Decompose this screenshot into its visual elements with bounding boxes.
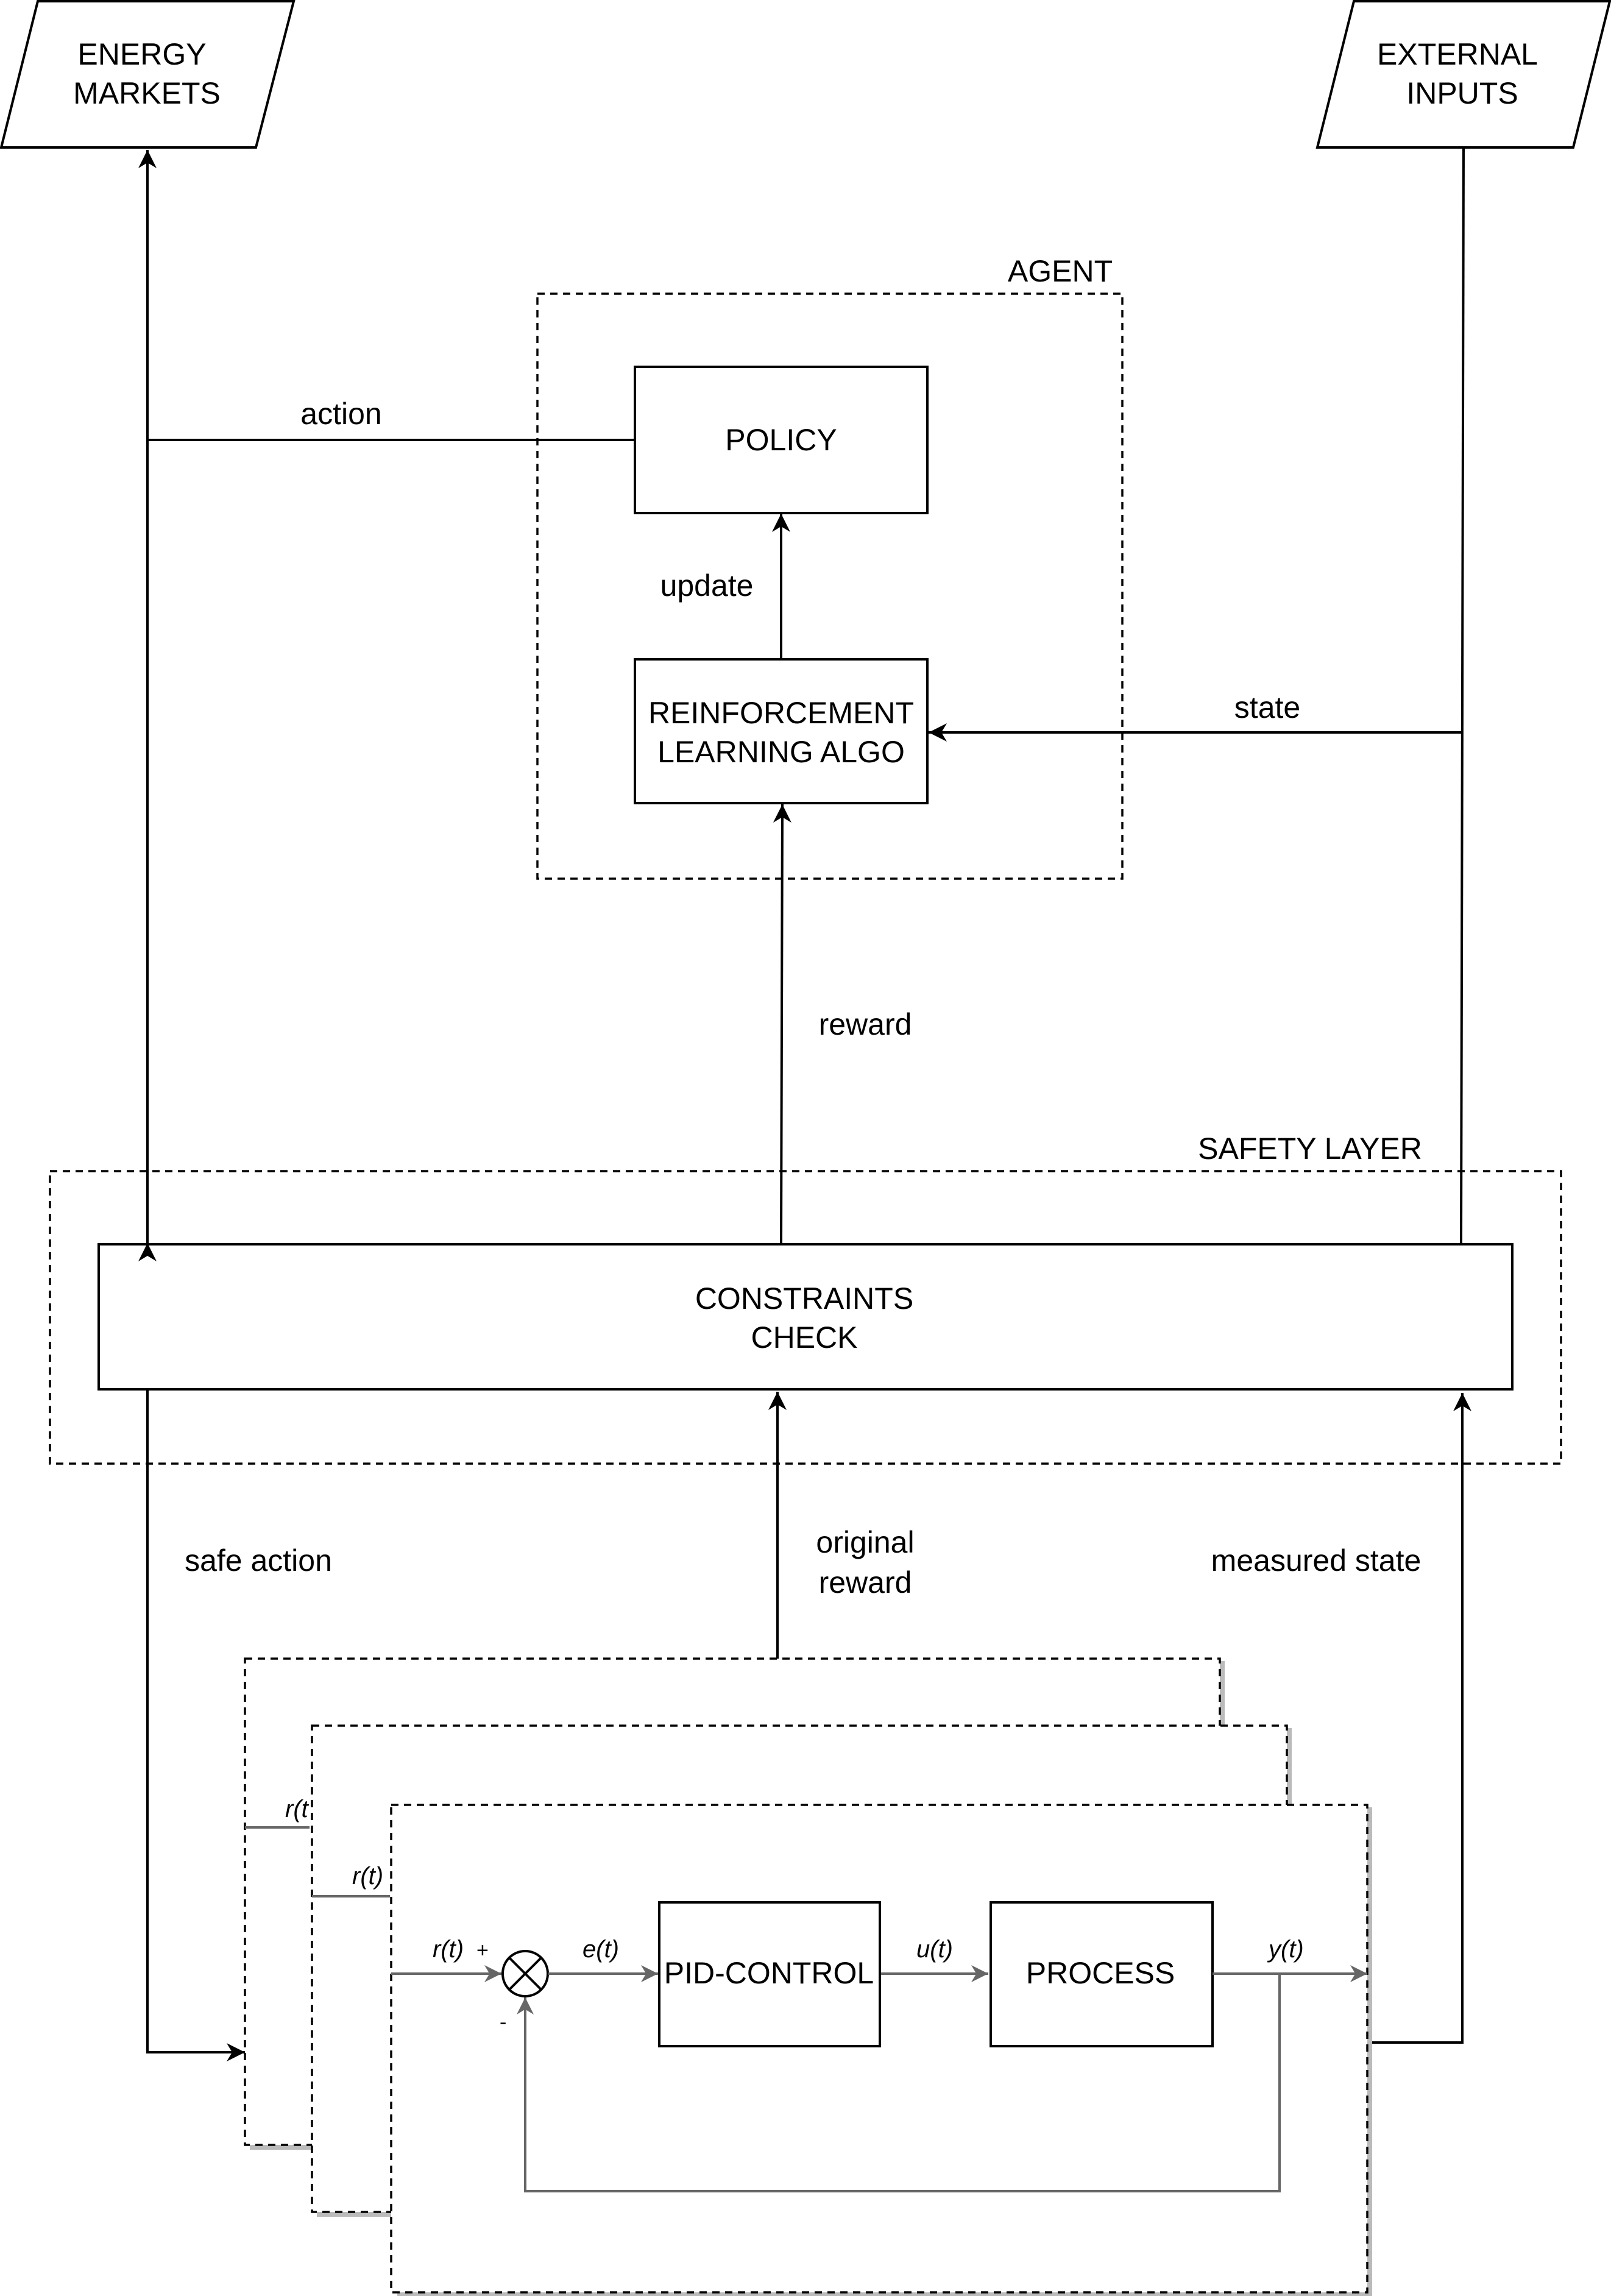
pid-control-label: PID-CONTROL	[664, 1956, 874, 1990]
rl-algo-box	[635, 659, 927, 803]
rl-algo-label-2: LEARNING ALGO	[657, 735, 905, 769]
safe-action-label: safe action	[185, 1543, 332, 1578]
agent-title: AGENT	[1007, 254, 1113, 288]
external-inputs-vertical-line	[1461, 147, 1464, 1244]
constraints-check-box	[99, 1244, 1512, 1389]
action-label: action	[300, 397, 382, 431]
external-inputs-node	[1317, 1, 1610, 147]
environment-card-front	[391, 1805, 1370, 2294]
pid-control-box	[659, 1902, 880, 2046]
policy-label: POLICY	[725, 423, 837, 457]
policy-box	[635, 367, 927, 513]
reward-edge	[781, 804, 782, 1244]
original-reward-label-1: original	[816, 1525, 915, 1559]
y-signal-label: y(t)	[1269, 1936, 1304, 1963]
safety-layer-title: SAFETY LAYER	[1198, 1132, 1422, 1166]
measured-state-edge	[1367, 1393, 1462, 2043]
process-box	[991, 1902, 1213, 2046]
summing-junction	[503, 1951, 548, 1996]
r-signal-label: r(t)	[433, 1936, 464, 1963]
rl-algo-label-1: REINFORCEMENT	[648, 696, 915, 730]
e-signal-label: e(t)	[582, 1936, 619, 1963]
minus-sign: -	[500, 2011, 507, 2034]
energy-markets-label-2: MARKETS	[73, 76, 221, 110]
reward-label: reward	[818, 1007, 912, 1041]
safe-action-edge	[147, 1389, 245, 2052]
process-label: PROCESS	[1025, 1956, 1175, 1990]
update-label: update	[660, 569, 754, 603]
energy-markets-label-1: ENERGY	[77, 37, 207, 71]
external-inputs-label-2: INPUTS	[1406, 76, 1518, 110]
original-reward-label-2: reward	[818, 1565, 912, 1600]
state-label: state	[1234, 690, 1301, 725]
external-inputs-label-1: EXTERNAL	[1377, 37, 1538, 71]
back-card-r-signal: r(t	[285, 1796, 308, 1823]
middle-card-r-signal: r(t)	[352, 1863, 384, 1890]
measured-state-label: measured state	[1211, 1543, 1422, 1578]
plus-sign: +	[476, 1939, 489, 1962]
u-signal-label: u(t)	[916, 1936, 953, 1963]
constraints-label-2: CHECK	[751, 1320, 858, 1355]
energy-markets-node	[1, 1, 294, 147]
constraints-label-1: CONSTRAINTS	[695, 1281, 914, 1316]
